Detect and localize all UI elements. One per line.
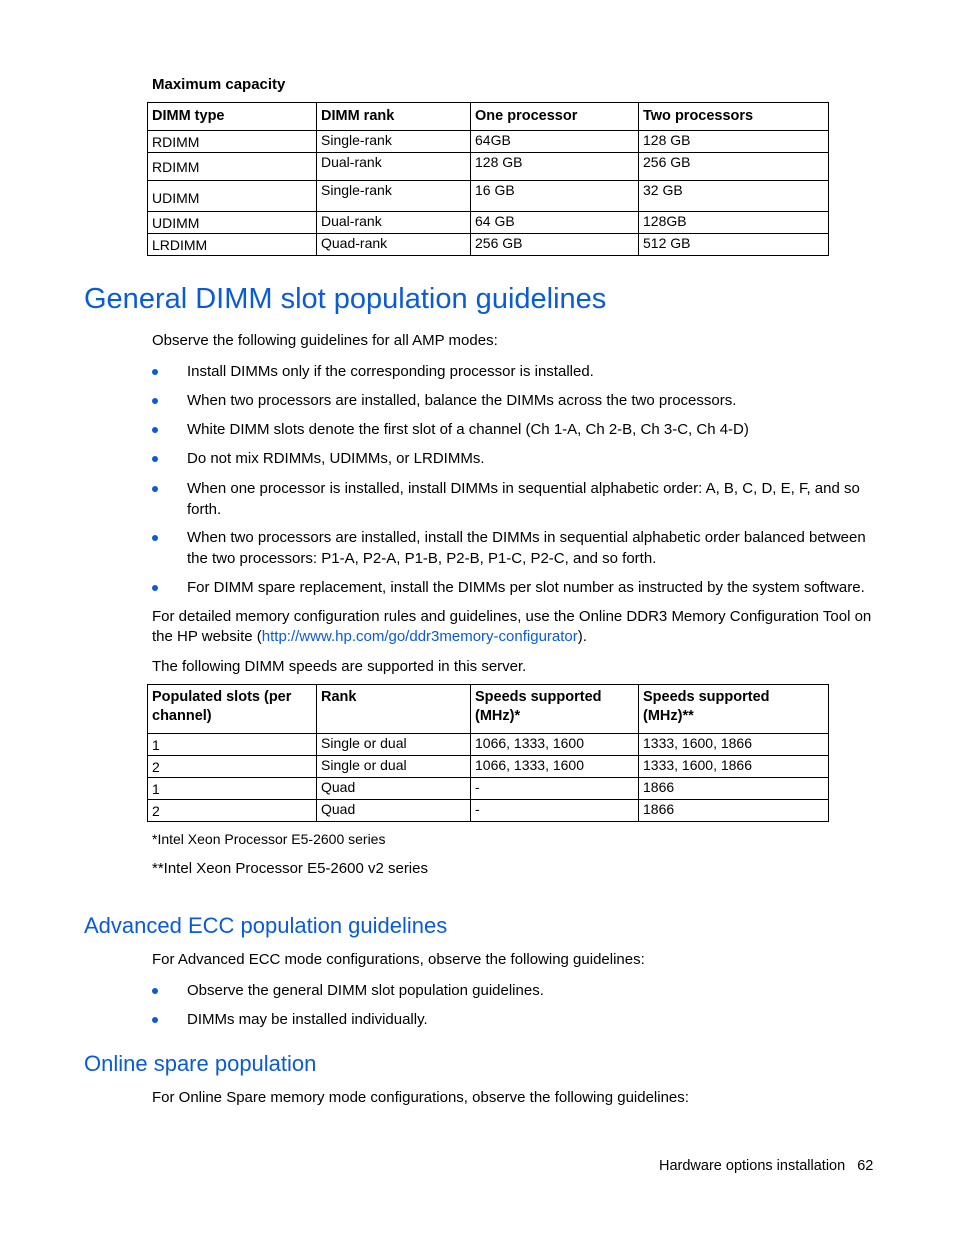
column-header: Rank (317, 685, 471, 734)
bullet-icon (152, 988, 158, 994)
cell-one-processor: 64GB (471, 131, 639, 153)
page-number: 62 (857, 1158, 874, 1174)
cell-rank: Quad (317, 800, 471, 822)
spare-intro: For Online Spare memory mode configurations, observe the following guidelines: (152, 1089, 689, 1106)
cell-one-processor: 16 GB (471, 181, 639, 212)
cell-speeds-star: 1066, 1333, 1600 (471, 756, 639, 778)
cell-speeds-double-star: 1333, 1600, 1866 (639, 734, 829, 756)
bullet-icon (152, 535, 158, 541)
cell-one-processor: 128 GB (471, 153, 639, 181)
cell-dimm-type: UDIMM (148, 181, 317, 212)
cell-two-processors: 128GB (639, 212, 829, 234)
cell-two-processors: 256 GB (639, 153, 829, 181)
column-header: DIMM rank (317, 103, 471, 131)
config-text-before: For detailed memory configuration rules and guidelines, use the Online DDR3 Memory Configuration Tool on the HP website ( (152, 608, 872, 645)
column-header: Two processors (639, 103, 829, 131)
speeds-table (147, 684, 829, 822)
cell-dimm-type: RDIMM (148, 153, 317, 181)
config-tool-link[interactable]: http://www.hp.com/go/ddr3memory-configurator (261, 628, 578, 645)
speeds-intro: The following DIMM speeds are supported in this server. (152, 658, 527, 675)
page-footer (659, 1158, 873, 1174)
capacity-table-caption: Maximum capacity (152, 76, 286, 93)
column-header: Speeds supported (MHz)** (639, 685, 829, 734)
list-item-text: When one processor is installed, install DIMMs in sequential alphabetic order: A, B, C, D, E, F, and so forth. (187, 480, 860, 518)
footnote-single-star: *Intel Xeon Processor E5-2600 series (152, 831, 386, 847)
column-header: Speeds supported (MHz)* (471, 685, 639, 734)
table-row (148, 734, 829, 756)
list-item-text: DIMMs may be installed individually. (187, 1011, 428, 1028)
bullet-icon (152, 456, 158, 462)
general-intro: Observe the following guidelines for all AMP modes: (152, 332, 498, 349)
column-header: Populated slots (per channel) (148, 685, 317, 734)
cell-speeds-double-star: 1866 (639, 778, 829, 800)
cell-one-processor: 256 GB (471, 234, 639, 256)
cell-one-processor: 64 GB (471, 212, 639, 234)
cell-two-processors: 512 GB (639, 234, 829, 256)
list-item-text: Observe the general DIMM slot population guidelines. (187, 982, 544, 999)
bullet-icon (152, 486, 158, 492)
table-row (148, 131, 829, 153)
cell-dimm-type: LRDIMM (148, 234, 317, 256)
list-item-text: Install DIMMs only if the corresponding processor is installed. (187, 363, 594, 380)
cell-dimm-type: RDIMM (148, 131, 317, 153)
cell-dimm-rank: Single-rank (317, 181, 471, 212)
cell-dimm-rank: Dual-rank (317, 212, 471, 234)
table-row (148, 181, 829, 212)
table-row (148, 234, 829, 256)
section-heading-online-spare: Online spare population (84, 1051, 317, 1076)
cell-rank: Single or dual (317, 756, 471, 778)
list-item-text: When two processors are installed, balance the DIMMs across the two processors. (187, 392, 737, 409)
speeds-table-header-row (148, 685, 829, 734)
section-heading-general: General DIMM slot population guidelines (84, 283, 607, 315)
list-item-text: For DIMM spare replacement, install the DIMMs per slot number as instructed by the system software. (187, 579, 865, 596)
capacity-table (147, 102, 829, 256)
bullet-icon (152, 585, 158, 591)
bullet-icon (152, 398, 158, 404)
table-row (148, 153, 829, 181)
cell-dimm-rank: Dual-rank (317, 153, 471, 181)
cell-speeds-double-star: 1333, 1600, 1866 (639, 756, 829, 778)
table-row (148, 212, 829, 234)
bullet-icon (152, 427, 158, 433)
bullet-icon (152, 1017, 158, 1023)
cell-speeds-star: - (471, 778, 639, 800)
cell-speeds-star: 1066, 1333, 1600 (471, 734, 639, 756)
table-row (148, 756, 829, 778)
cell-dimm-type: UDIMM (148, 212, 317, 234)
cell-rank: Single or dual (317, 734, 471, 756)
cell-populated-slots: 1 (148, 778, 317, 800)
cell-two-processors: 32 GB (639, 181, 829, 212)
cell-dimm-rank: Single-rank (317, 131, 471, 153)
list-item-text: Do not mix RDIMMs, UDIMMs, or LRDIMMs. (187, 450, 485, 467)
table-row (148, 778, 829, 800)
section-heading-advanced-ecc: Advanced ECC population guidelines (84, 913, 448, 938)
capacity-table-header-row (148, 103, 829, 131)
config-tool-paragraph (152, 607, 872, 647)
cell-populated-slots: 2 (148, 800, 317, 822)
list-item-text: When two processors are installed, install the DIMMs in sequential alphabetic order balanced between the two processors: P1-A, P2-A, P1-B, P2-B, P1-C, P2-C, and so forth. (187, 529, 866, 567)
footer-section-title: Hardware options installation (659, 1158, 846, 1174)
cell-populated-slots: 2 (148, 756, 317, 778)
table-row (148, 800, 829, 822)
footnote-double-star: **Intel Xeon Processor E5-2600 v2 series (152, 860, 428, 877)
bullet-icon (152, 369, 158, 375)
column-header: DIMM type (148, 103, 317, 131)
advanced-intro: For Advanced ECC mode configurations, observe the following guidelines: (152, 951, 645, 968)
cell-dimm-rank: Quad-rank (317, 234, 471, 256)
cell-rank: Quad (317, 778, 471, 800)
list-item-text: White DIMM slots denote the first slot of a channel (Ch 1-A, Ch 2-B, Ch 3-C, Ch 4-D) (187, 421, 749, 438)
cell-populated-slots: 1 (148, 734, 317, 756)
cell-speeds-star: - (471, 800, 639, 822)
cell-two-processors: 128 GB (639, 131, 829, 153)
config-text-after: ). (577, 628, 587, 645)
cell-speeds-double-star: 1866 (639, 800, 829, 822)
column-header: One processor (471, 103, 639, 131)
